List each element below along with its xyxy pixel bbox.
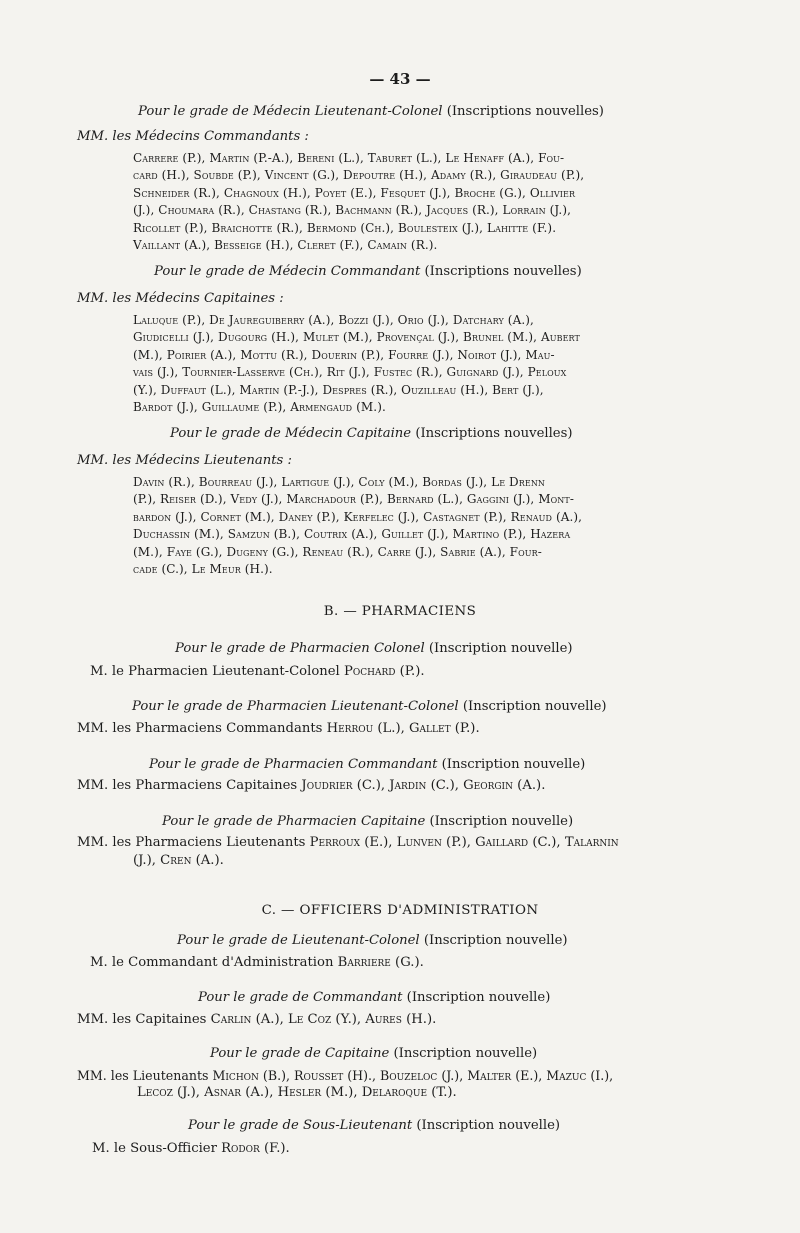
entry-names: Joudrier (C.), Jardin (C.), Georgin (A.). [301, 778, 546, 793]
name-line: Laluque (P.), De Jaureguiberry (A.), Bozzi (J.), Orio (J.), Datchary (A.), [133, 313, 534, 327]
heading-italic: Pour le grade de Commandant [198, 990, 403, 1005]
heading-medecin-capitaine [170, 426, 573, 441]
heading-italic: Pour le grade de Pharmacien Colonel [175, 641, 425, 656]
heading-pharmacien-colonel [175, 641, 573, 656]
name-line: cade (C.), Le Meur (H.). [133, 562, 273, 577]
name-line: card (H.), Soubde (P.), Vincent (G.), Depoutre (H.), Adamy (R.), Giraudeau (P.), [133, 168, 585, 183]
heading-italic: Pour le grade de Lieutenant-Colonel [177, 933, 420, 948]
entry-admin-lt-colonel [90, 955, 424, 970]
heading-admin-sous-lieutenant [188, 1118, 560, 1133]
heading-italic: Pour le grade de Médecin Commandant [154, 264, 421, 279]
names-block-3 [133, 474, 706, 578]
name-line: Bardot (J.), Guillaume (P.), Armengaud (M.). [133, 400, 386, 415]
heading-medecin-commandant [154, 264, 582, 279]
section-title-officiers: C. — OFFICIERS D'ADMINISTRATION [261, 903, 539, 918]
heading-admin-commandant [198, 990, 550, 1005]
name-line: Schneider (R.), Chagnoux (H.), Poyet (E.), Fesquet (J.), Broche (G.), Ollivier [133, 185, 576, 200]
name-line: Ricollet (P.), Braichotte (R.), Bermond (Ch.), Boulesteix (J.), Lahitte (F.). [133, 220, 557, 235]
heading-italic: Pour le grade de Capitaine [210, 1046, 390, 1061]
entry-names: Rodor (F.). [221, 1141, 290, 1156]
entry-pharmacien-lt-colonel [77, 721, 480, 736]
heading-rest: (Inscription nouvelle) [428, 641, 573, 656]
heading-medecin-lt-colonel [138, 104, 604, 119]
heading-italic: Pour le grade de Pharmacien Commandant [149, 757, 438, 772]
name-line: bardon (J.), Cornet (M.), Daney (P.), Kerfelec (J.), Castagnet (P.), Renaud (A.), [133, 509, 583, 524]
entry-continuation: (J.), Cren (A.). [133, 853, 224, 868]
entry-prefix: MM. les Pharmaciens Lieutenants [77, 835, 306, 850]
heading-rest: (Inscription nouvelle) [423, 933, 568, 948]
heading-italic: Pour le grade de Médecin Capitaine [170, 426, 412, 441]
names-block-1 [133, 150, 706, 254]
name-line: Carrere (P.), Martin (P.-A.), Bereni (L.), Taburet (L.), Le Henaff (A.), Fou- [133, 151, 565, 165]
name-line: (P.), Reiser (D.), Vedy (J.), Marchadour (P.), Bernard (L.), Gaggini (J.), Mont- [133, 492, 574, 507]
name-line: Davin (R.), Bourreau (J.), Lartigue (J.), Coly (M.), Bordas (J.), Le Drenn [133, 475, 546, 489]
entry-admin-capitaine [77, 1068, 613, 1083]
entry-prefix: M. le Sous-Officier [92, 1141, 217, 1156]
entry-names: Barriere (G.). [337, 955, 424, 970]
heading-rest: (Inscriptions nouvelles) [446, 104, 604, 119]
entry-prefix: MM. les Pharmaciens Commandants [77, 721, 323, 736]
entry-names: Perroux (E.), Lunven (P.), Gaillard (C.), Talarnin [309, 835, 619, 850]
heading-rest: (Inscription nouvelle) [393, 1046, 538, 1061]
entry-pharmacien-capitaine [77, 835, 619, 850]
heading-italic: Pour le grade de Médecin Lieutenant-Colonel [138, 104, 443, 119]
entry-pharmacien-colonel [90, 664, 425, 679]
heading-rest: (Inscriptions nouvelles) [415, 426, 573, 441]
heading-pharmacien-capitaine [162, 814, 573, 829]
heading-italic: Pour le grade de Pharmacien Capitaine [162, 814, 426, 829]
entry-admin-commandant [77, 1012, 436, 1027]
name-line: Giudicelli (J.), Dugourg (H.), Mulet (M.), Provençal (J.), Brunel (M.), Aubert [133, 330, 580, 345]
section-title-pharmaciens: B. — PHARMACIENS [323, 604, 477, 619]
name-line: vais (J.), Tournier-Lasserve (Ch.), Rit (J.), Fustec (R.), Guignard (J.), Peloux [133, 365, 567, 380]
entry-pharmacien-commandant [77, 778, 545, 793]
heading-pharmacien-commandant [149, 757, 585, 772]
entry-admin-sous-lieutenant [92, 1141, 290, 1156]
name-line: (Y.), Duffaut (L.), Martin (P.-J.), Despres (R.), Ouzilleau (H.), Bert (J.), [133, 382, 544, 397]
heading-italic: Pour le grade de Sous-Lieutenant [188, 1118, 413, 1133]
entry-names: Herrou (L.), Gallet (P.). [326, 721, 480, 736]
name-line: (J.), Choumara (R.), Chastang (R.), Bachmann (R.), Jacques (R.), Lorrain (J.), [133, 203, 572, 218]
entry-prefix: MM. les Lieutenants [77, 1068, 209, 1083]
entry-names: Michon (B.), Rousset (H)., Bouzeloc (J.), Malter (E.), Mazuc (I.), [212, 1068, 614, 1083]
entry-names: Pochard (P.). [343, 664, 425, 679]
name-line: Vaillant (A.), Besseige (H.), Cleret (F.), Camain (R.). [133, 238, 438, 253]
heading-rest: (Inscription nouvelle) [416, 1118, 561, 1133]
heading-rest: (Inscription nouvelle) [441, 757, 586, 772]
entry-prefix: MM. les Pharmaciens Capitaines [77, 778, 298, 793]
name-line: Duchassin (M.), Samzun (B.), Coutrix (A.), Guillet (J.), Martino (P.), Hazera [133, 527, 571, 542]
heading-italic: Pour le grade de Pharmacien Lieutenant-Colonel [132, 699, 459, 714]
heading-rest: (Inscription nouvelle) [406, 990, 551, 1005]
entry-continuation: Lecoz (J.), Asnar (A.), Hesler (M.), Delaroque (T.). [137, 1085, 457, 1100]
name-line: (M.), Faye (G.), Dugeny (G.), Reneau (R.), Carre (J.), Sabrie (A.), Four- [133, 544, 542, 559]
heading-rest: (Inscriptions nouvelles) [424, 264, 582, 279]
entry-prefix: M. le Pharmacien Lieutenant-Colonel [90, 664, 340, 679]
names-block-2 [133, 312, 706, 416]
lead-medecins-commandants: MM. les Médecins Commandants : [77, 129, 309, 144]
heading-admin-lt-colonel [177, 933, 568, 948]
heading-admin-capitaine [210, 1046, 537, 1061]
name-line: (M.), Poirier (A.), Mottu (R.), Douerin (P.), Fourre (J.), Noirot (J.), Mau- [133, 347, 555, 362]
entry-names: Carlin (A.), Le Coz (Y.), Aures (H.). [210, 1012, 437, 1027]
entry-prefix: M. le Commandant d'Administration [90, 955, 334, 970]
heading-rest: (Inscription nouvelle) [429, 814, 574, 829]
lead-medecins-capitaines: MM. les Médecins Capitaines : [77, 291, 284, 306]
entry-prefix: MM. les Capitaines [77, 1012, 207, 1027]
page-number: — 43 — [369, 70, 431, 88]
heading-pharmacien-lt-colonel [132, 699, 607, 714]
lead-medecins-lieutenants: MM. les Médecins Lieutenants : [77, 453, 292, 468]
heading-rest: (Inscription nouvelle) [462, 699, 607, 714]
